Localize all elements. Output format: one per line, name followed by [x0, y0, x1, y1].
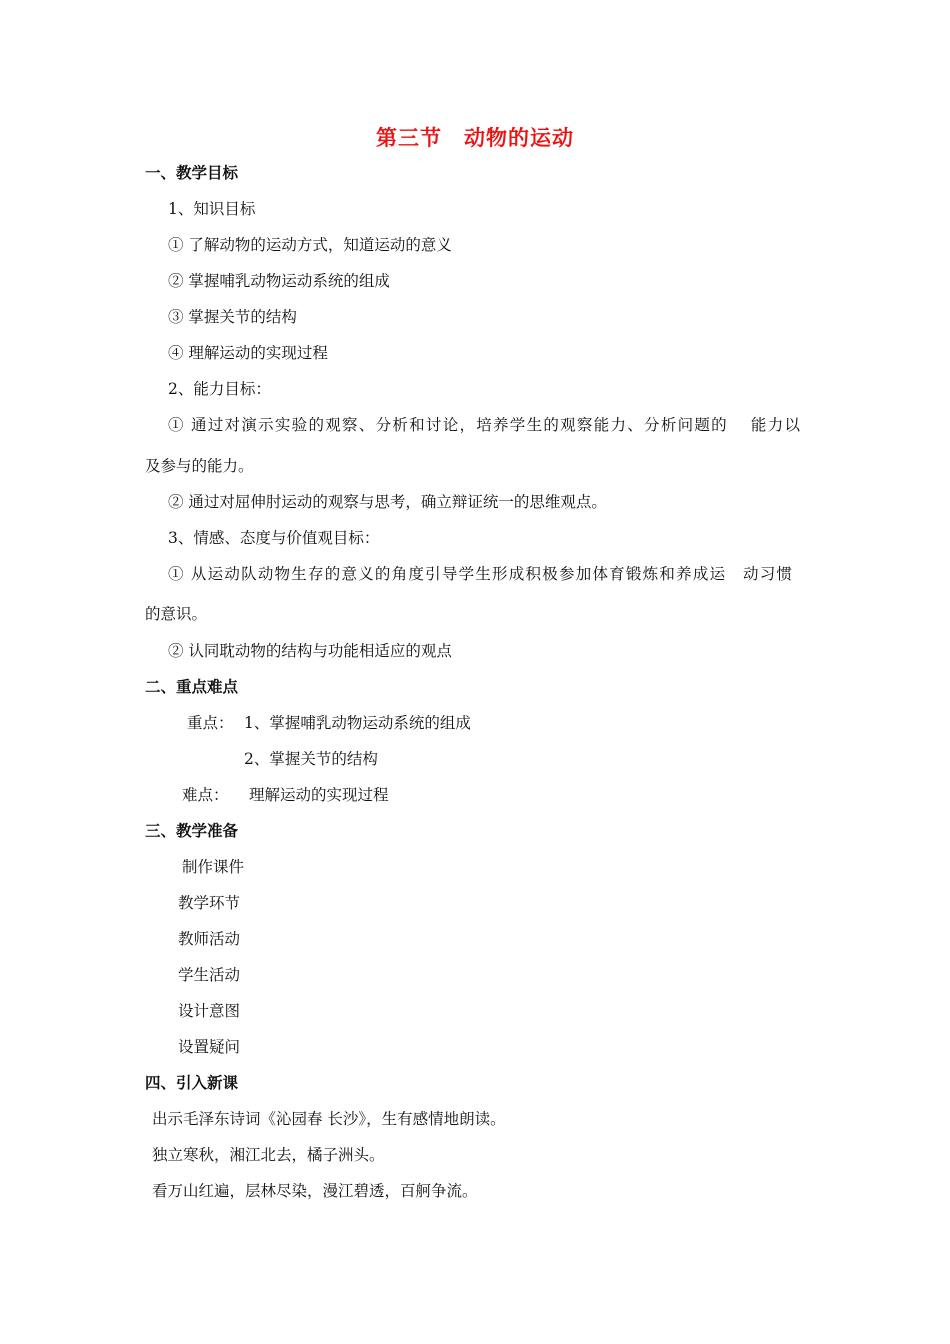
difficulty-item: 理解运动的实现过程 [249, 786, 389, 804]
knowledge-goal-item: ② 掌握哺乳动物运动系统的组成 [168, 272, 390, 290]
intro-line: 独立寒秋，湘江北去，橘子洲头。 [152, 1146, 385, 1164]
section-heading-goals: 一、教学目标 [145, 164, 239, 182]
ability-goal-item-continued: 及参与的能力。 [145, 457, 254, 475]
key-point-label: 重点： [187, 714, 234, 732]
emotion-goal-item-continued: 的意识。 [145, 605, 208, 623]
knowledge-goal-item: ④ 理解运动的实现过程 [168, 344, 328, 362]
ability-goal-item: ② 通过对屈伸肘运动的观察与思考，确立辩证统一的思维观点。 [168, 493, 607, 511]
page-title [0, 122, 950, 152]
title-section-number: 第三节 [376, 126, 442, 150]
knowledge-goal-item: ③ 掌握关节的结构 [168, 308, 297, 326]
preparation-item: 设计意图 [178, 1002, 241, 1020]
preparation-item: 设置疑问 [178, 1038, 241, 1056]
section-heading-key-points: 二、重点难点 [145, 678, 239, 696]
ability-goal-item: ① 通过对演示实验的观察、分析和讨论，培养学生的观察能力、分析问题的 能力以 [168, 416, 800, 434]
preparation-item: 教师活动 [178, 930, 241, 948]
preparation-item: 制作课件 [182, 858, 245, 876]
emotion-goal-label: 3、情感、态度与价值观目标： [168, 529, 380, 547]
key-point-item: 1、掌握哺乳动物运动系统的组成 [244, 714, 471, 732]
intro-line: 看万山红遍，层林尽染，漫江碧透，百舸争流。 [152, 1182, 478, 1200]
section-heading-intro: 四、引入新课 [145, 1074, 239, 1092]
emotion-goal-item: ① 从运动队动物生存的意义的角度引导学生形成积极参加体育锻炼和养成运 动习惯 [168, 565, 792, 583]
intro-line: 出示毛泽东诗词《沁园春 长沙》，生有感情地朗读。 [152, 1110, 506, 1128]
difficulty-label: 难点： [182, 786, 229, 804]
section-heading-preparation: 三、教学准备 [145, 822, 239, 840]
knowledge-goal-label: 1、知识目标 [168, 200, 256, 218]
key-point-item: 2、掌握关节的结构 [244, 750, 378, 768]
title-topic: 动物的运动 [464, 126, 574, 150]
ability-goal-label: 2、能力目标： [168, 380, 271, 398]
knowledge-goal-item: ① 了解动物的运动方式，知道运动的意义 [168, 236, 452, 254]
emotion-goal-item: ② 认同耽动物的结构与功能相适应的观点 [168, 642, 452, 660]
preparation-item: 学生活动 [178, 966, 241, 984]
preparation-item: 教学环节 [178, 894, 241, 912]
